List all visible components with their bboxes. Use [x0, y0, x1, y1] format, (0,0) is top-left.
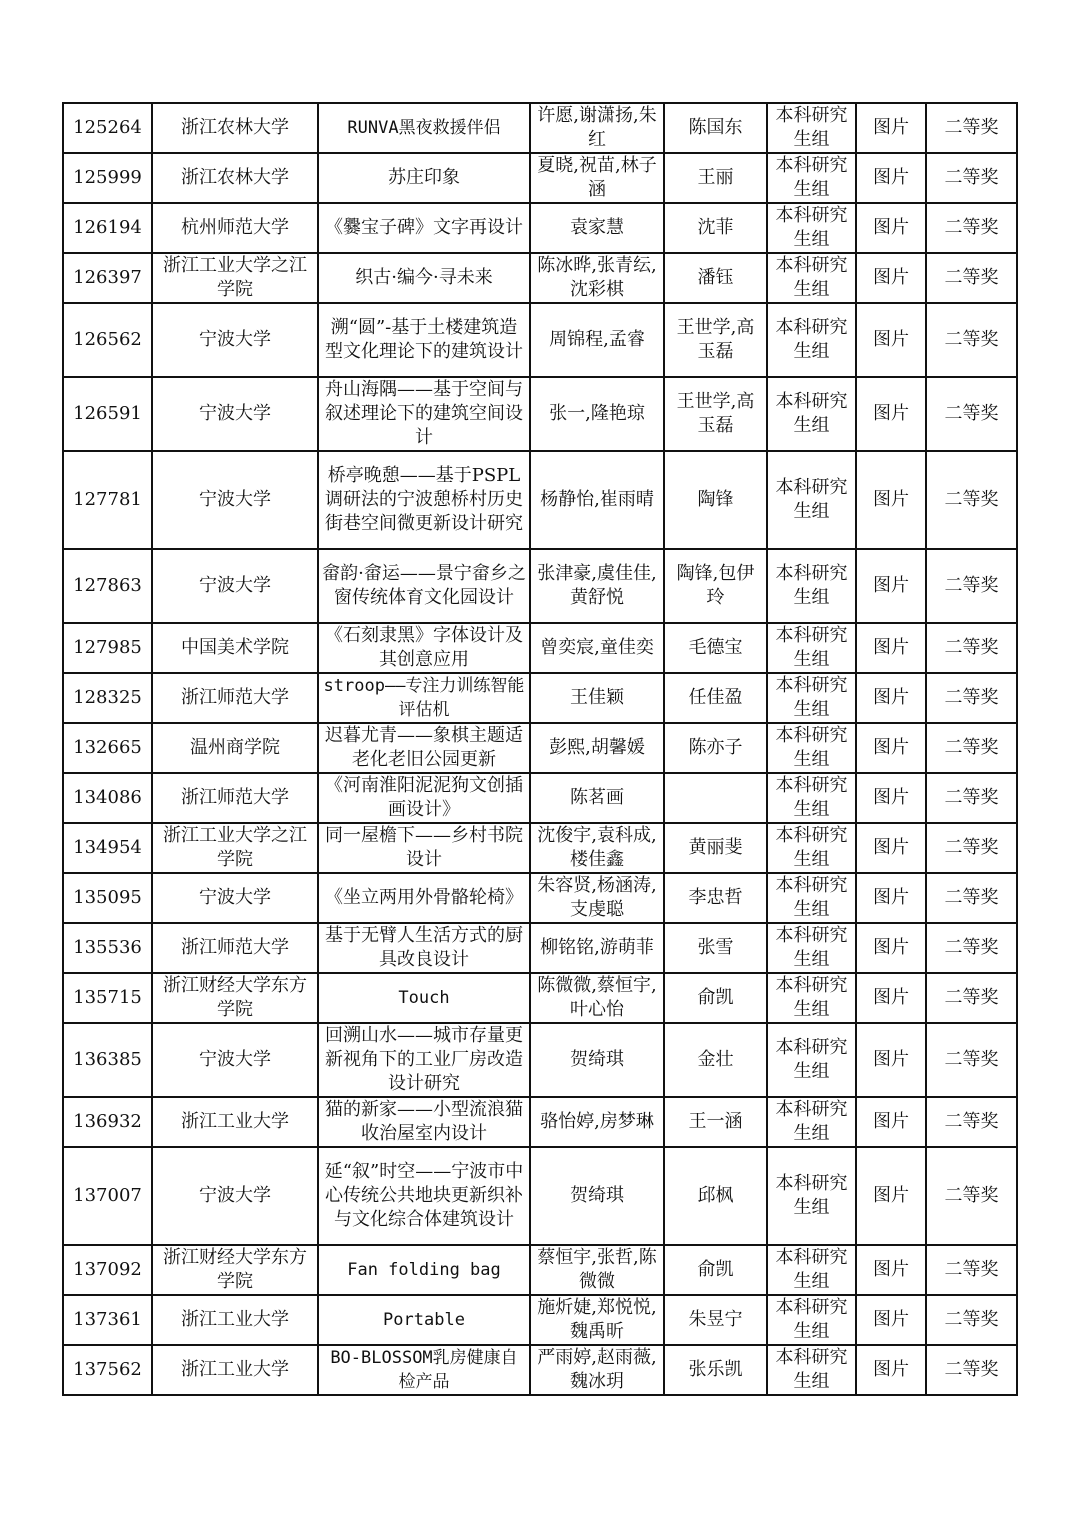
school-name: 宁波大学: [152, 303, 318, 377]
work-title: Fan folding bag: [318, 1245, 530, 1295]
authors: 彭熙,胡馨媛: [530, 723, 664, 773]
school-name: 浙江财经大学东方学院: [152, 973, 318, 1023]
group: 本科研究生组: [767, 377, 856, 451]
award: 二等奖: [926, 1245, 1017, 1295]
category: 图片: [856, 1345, 926, 1395]
entry-id: 128325: [63, 673, 152, 723]
award: 二等奖: [926, 549, 1017, 623]
authors: 施炘婕,郑悦悦,魏禹昕: [530, 1295, 664, 1345]
table-row: [63, 377, 1017, 451]
advisor: 邱枫: [664, 1147, 767, 1245]
entry-id: 136385: [63, 1023, 152, 1097]
school-name: 浙江工业大学: [152, 1295, 318, 1345]
table-row: [63, 153, 1017, 203]
work-title: 舟山海隅——基于空间与叙述理论下的建筑空间设计: [318, 377, 530, 451]
entry-id: 137361: [63, 1295, 152, 1345]
table-row: [63, 723, 1017, 773]
work-title: 《爨宝子碑》文字再设计: [318, 203, 530, 253]
entry-id: 132665: [63, 723, 152, 773]
award: 二等奖: [926, 923, 1017, 973]
table-row: [63, 673, 1017, 723]
group: 本科研究生组: [767, 1295, 856, 1345]
authors: 夏晓,祝苗,林子涵: [530, 153, 664, 203]
advisor: 王丽: [664, 153, 767, 203]
work-title: 猫的新家——小型流浪猫收治屋室内设计: [318, 1097, 530, 1147]
authors: 陈冰晔,张青纭,沈彩棋: [530, 253, 664, 303]
category: 图片: [856, 673, 926, 723]
entry-id: 127985: [63, 623, 152, 673]
entry-id: 126397: [63, 253, 152, 303]
group: 本科研究生组: [767, 253, 856, 303]
advisor: 陈亦子: [664, 723, 767, 773]
authors: 沈俊宇,袁科成,楼佳鑫: [530, 823, 664, 873]
school-name: 宁波大学: [152, 1147, 318, 1245]
category: 图片: [856, 973, 926, 1023]
entry-id: 125999: [63, 153, 152, 203]
category: 图片: [856, 203, 926, 253]
category: 图片: [856, 103, 926, 153]
award-table: [62, 102, 1018, 1396]
authors: 柳铭铭,游萌菲: [530, 923, 664, 973]
advisor: 俞凯: [664, 973, 767, 1023]
advisor: 任佳盈: [664, 673, 767, 723]
table-row: [63, 923, 1017, 973]
award: 二等奖: [926, 1147, 1017, 1245]
group: 本科研究生组: [767, 1023, 856, 1097]
work-title: RUNVA黑夜救援伴侣: [318, 103, 530, 153]
award: 二等奖: [926, 623, 1017, 673]
award: 二等奖: [926, 451, 1017, 549]
category: 图片: [856, 773, 926, 823]
award: 二等奖: [926, 203, 1017, 253]
school-name: 中国美术学院: [152, 623, 318, 673]
group: 本科研究生组: [767, 1245, 856, 1295]
entry-id: 126194: [63, 203, 152, 253]
category: 图片: [856, 823, 926, 873]
table-row: [63, 103, 1017, 153]
authors: 张一,隆艳琼: [530, 377, 664, 451]
school-name: 浙江工业大学: [152, 1345, 318, 1395]
group: 本科研究生组: [767, 1345, 856, 1395]
authors: 王佳颖: [530, 673, 664, 723]
category: 图片: [856, 1147, 926, 1245]
group: 本科研究生组: [767, 203, 856, 253]
advisor: 俞凯: [664, 1245, 767, 1295]
table-row: [63, 873, 1017, 923]
award: 二等奖: [926, 103, 1017, 153]
entry-id: 136932: [63, 1097, 152, 1147]
category: 图片: [856, 253, 926, 303]
advisor: 金壮: [664, 1023, 767, 1097]
advisor: 陈国东: [664, 103, 767, 153]
table-row: [63, 1147, 1017, 1245]
category: 图片: [856, 451, 926, 549]
award: 二等奖: [926, 1097, 1017, 1147]
advisor: 毛德宝: [664, 623, 767, 673]
table-row: [63, 549, 1017, 623]
group: 本科研究生组: [767, 1147, 856, 1245]
authors: 骆怡婷,房梦琳: [530, 1097, 664, 1147]
category: 图片: [856, 1097, 926, 1147]
authors: 杨静怡,崔雨晴: [530, 451, 664, 549]
entry-id: 125264: [63, 103, 152, 153]
category: 图片: [856, 1295, 926, 1345]
category: 图片: [856, 377, 926, 451]
group: 本科研究生组: [767, 873, 856, 923]
school-name: 宁波大学: [152, 377, 318, 451]
advisor: 李忠哲: [664, 873, 767, 923]
authors: 严雨婷,赵雨薇,魏冰玥: [530, 1345, 664, 1395]
authors: 曾奕宸,童佳奕: [530, 623, 664, 673]
award: 二等奖: [926, 673, 1017, 723]
entry-id: 135095: [63, 873, 152, 923]
authors: 蔡恒宇,张哲,陈微微: [530, 1245, 664, 1295]
work-title: BO-BLOSSOM乳房健康自检产品: [318, 1345, 530, 1395]
award: 二等奖: [926, 377, 1017, 451]
authors: 袁家慧: [530, 203, 664, 253]
authors: 贺绮琪: [530, 1147, 664, 1245]
group: 本科研究生组: [767, 1097, 856, 1147]
category: 图片: [856, 1245, 926, 1295]
school-name: 浙江师范大学: [152, 773, 318, 823]
group: 本科研究生组: [767, 549, 856, 623]
table-row: [63, 1245, 1017, 1295]
group: 本科研究生组: [767, 973, 856, 1023]
entry-id: 127781: [63, 451, 152, 549]
entry-id: 135536: [63, 923, 152, 973]
school-name: 浙江农林大学: [152, 103, 318, 153]
group: 本科研究生组: [767, 303, 856, 377]
entry-id: 134086: [63, 773, 152, 823]
entry-id: 137562: [63, 1345, 152, 1395]
group: 本科研究生组: [767, 623, 856, 673]
table-body: [63, 103, 1017, 1395]
authors: 朱容贤,杨涵涛,支虔聪: [530, 873, 664, 923]
advisor: 朱昱宁: [664, 1295, 767, 1345]
award: 二等奖: [926, 303, 1017, 377]
award: 二等奖: [926, 253, 1017, 303]
group: 本科研究生组: [767, 451, 856, 549]
award: 二等奖: [926, 1345, 1017, 1395]
authors: 张津豪,虞佳佳,黄舒悦: [530, 549, 664, 623]
work-title: 延“叙”时空——宁波市中心传统公共地块更新织补与文化综合体建筑设计: [318, 1147, 530, 1245]
work-title: 溯“圆”-基于土楼建筑造型文化理论下的建筑设计: [318, 303, 530, 377]
school-name: 浙江师范大学: [152, 923, 318, 973]
school-name: 浙江工业大学: [152, 1097, 318, 1147]
work-title: Portable: [318, 1295, 530, 1345]
entry-id: 137007: [63, 1147, 152, 1245]
work-title: Touch: [318, 973, 530, 1023]
table-row: [63, 253, 1017, 303]
award: 二等奖: [926, 1295, 1017, 1345]
table-row: [63, 1295, 1017, 1345]
group: 本科研究生组: [767, 153, 856, 203]
group: 本科研究生组: [767, 723, 856, 773]
table-row: [63, 303, 1017, 377]
work-title: 《坐立两用外骨骼轮椅》: [318, 873, 530, 923]
category: 图片: [856, 923, 926, 973]
entry-id: 127863: [63, 549, 152, 623]
work-title: 迟暮尤青——象棋主题适老化老旧公园更新: [318, 723, 530, 773]
school-name: 浙江工业大学之江学院: [152, 253, 318, 303]
school-name: 宁波大学: [152, 1023, 318, 1097]
category: 图片: [856, 873, 926, 923]
authors: 贺绮琪: [530, 1023, 664, 1097]
authors: 陈茗画: [530, 773, 664, 823]
table-row: [63, 1097, 1017, 1147]
table-row: [63, 451, 1017, 549]
table-row: [63, 1345, 1017, 1395]
advisor: 张雪: [664, 923, 767, 973]
work-title: stroop——专注力训练智能评估机: [318, 673, 530, 723]
advisor: 王世学,高玉磊: [664, 303, 767, 377]
category: 图片: [856, 623, 926, 673]
entry-id: 135715: [63, 973, 152, 1023]
award: 二等奖: [926, 973, 1017, 1023]
work-title: 基于无臂人生活方式的厨具改良设计: [318, 923, 530, 973]
award: 二等奖: [926, 773, 1017, 823]
table-row: [63, 973, 1017, 1023]
group: 本科研究生组: [767, 773, 856, 823]
entry-id: 137092: [63, 1245, 152, 1295]
group: 本科研究生组: [767, 823, 856, 873]
school-name: 宁波大学: [152, 549, 318, 623]
award: 二等奖: [926, 823, 1017, 873]
award: 二等奖: [926, 723, 1017, 773]
authors: 许愿,谢潇扬,朱红: [530, 103, 664, 153]
work-title: 《河南淮阳泥泥狗文创插画设计》: [318, 773, 530, 823]
group: 本科研究生组: [767, 673, 856, 723]
advisor: 黄丽斐: [664, 823, 767, 873]
advisor: 陶锋: [664, 451, 767, 549]
school-name: 温州商学院: [152, 723, 318, 773]
entry-id: 134954: [63, 823, 152, 873]
table-row: [63, 823, 1017, 873]
group: 本科研究生组: [767, 103, 856, 153]
authors: 陈微微,蔡恒宇,叶心怡: [530, 973, 664, 1023]
advisor: 陶锋,包伊玲: [664, 549, 767, 623]
advisor: 潘钰: [664, 253, 767, 303]
work-title: 畲韵·畲运——景宁畲乡之窗传统体育文化园设计: [318, 549, 530, 623]
advisor: 张乐凯: [664, 1345, 767, 1395]
category: 图片: [856, 1023, 926, 1097]
category: 图片: [856, 153, 926, 203]
advisor: 沈菲: [664, 203, 767, 253]
work-title: 同一屋檐下——乡村书院设计: [318, 823, 530, 873]
school-name: 宁波大学: [152, 873, 318, 923]
work-title: 桥亭晚憩——基于PSPL调研法的宁波憩桥村历史街巷空间微更新设计研究: [318, 451, 530, 549]
award: 二等奖: [926, 1023, 1017, 1097]
table-row: [63, 773, 1017, 823]
school-name: 杭州师范大学: [152, 203, 318, 253]
advisor: [664, 773, 767, 823]
work-title: 回溯山水——城市存量更新视角下的工业厂房改造设计研究: [318, 1023, 530, 1097]
category: 图片: [856, 303, 926, 377]
table-row: [63, 1023, 1017, 1097]
school-name: 浙江工业大学之江学院: [152, 823, 318, 873]
work-title: 《石刻隶黑》字体设计及其创意应用: [318, 623, 530, 673]
entry-id: 126562: [63, 303, 152, 377]
work-title: 织古·编今·寻未来: [318, 253, 530, 303]
school-name: 浙江师范大学: [152, 673, 318, 723]
category: 图片: [856, 723, 926, 773]
category: 图片: [856, 549, 926, 623]
authors: 周锦程,孟睿: [530, 303, 664, 377]
group: 本科研究生组: [767, 923, 856, 973]
advisor: 王世学,高玉磊: [664, 377, 767, 451]
table-row: [63, 203, 1017, 253]
award: 二等奖: [926, 153, 1017, 203]
advisor: 王一涵: [664, 1097, 767, 1147]
school-name: 宁波大学: [152, 451, 318, 549]
work-title: 苏庄印象: [318, 153, 530, 203]
entry-id: 126591: [63, 377, 152, 451]
school-name: 浙江财经大学东方学院: [152, 1245, 318, 1295]
school-name: 浙江农林大学: [152, 153, 318, 203]
award: 二等奖: [926, 873, 1017, 923]
table-row: [63, 623, 1017, 673]
